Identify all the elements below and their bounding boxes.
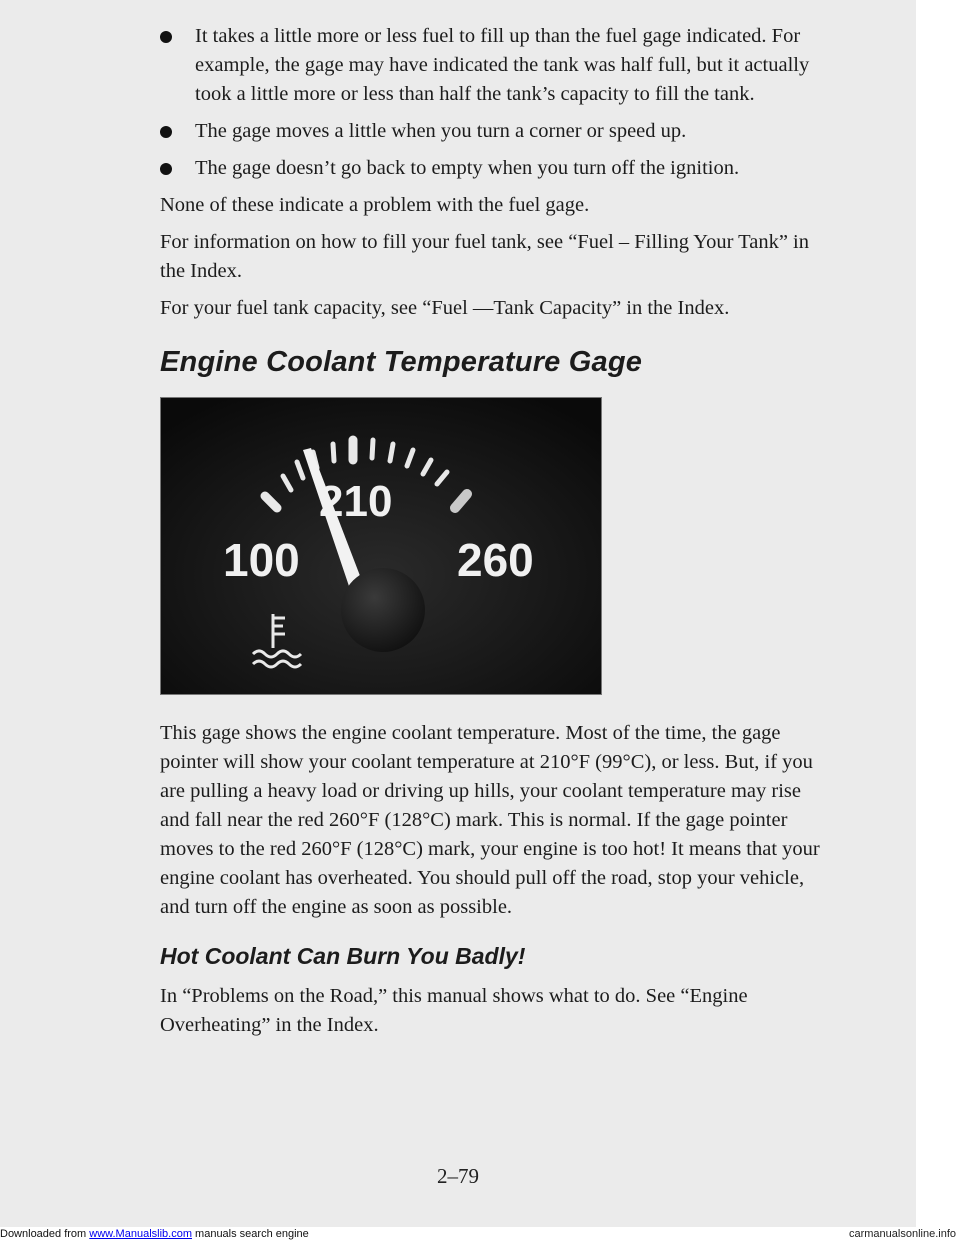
gauge-label-mid: 210: [319, 477, 393, 526]
download-footer: [0, 1227, 960, 1242]
page-number: 2–79: [437, 1164, 479, 1188]
paragraph: In “Problems on the Road,” this manual shows what to do. See “Engine Overheating” in the Index.: [160, 985, 748, 1036]
gauge-label-low: 100: [223, 534, 300, 586]
bullet-dot-icon: [160, 126, 172, 138]
section-heading: Engine Coolant Temperature Gage: [160, 346, 643, 378]
bullet-text: It takes a little more or less fuel to fill up than the fuel gage indicated. For example, the gage may have indicated the tank was half full, but it actually took a little more or less than half the tank’s capacity to fill the tank.: [195, 25, 810, 105]
bullet-text: The gage doesn’t go back to empty when you turn off the ignition.: [195, 157, 740, 179]
footer-suffix: manuals search engine: [191, 1228, 309, 1240]
coolant-gauge-photo: [160, 397, 602, 695]
paragraph: For your fuel tank capacity, see “Fuel —Tank Capacity” in the Index.: [160, 297, 730, 319]
page-margin: [916, 0, 960, 1242]
bullet-dot-icon: [160, 163, 172, 175]
bullet-item: [160, 154, 820, 183]
bullet-dot-icon: [160, 31, 172, 43]
footer-watermark: carmanualsonline.info: [848, 1228, 956, 1240]
gauge-hub: [341, 568, 425, 652]
gauge-label-high: 260: [457, 534, 534, 586]
coolant-gauge-illustration: [161, 398, 601, 694]
page-content: [160, 22, 820, 1048]
paragraph: None of these indicate a problem with the fuel gage.: [160, 194, 590, 216]
bullet-text: The gage moves a little when you turn a corner or speed up.: [195, 120, 687, 142]
paragraph: This gage shows the engine coolant temperature. Most of the time, the gage pointer will show your coolant temperature at 210°F (99°C), or less. But, if you are pulling a heavy load or driving up hills, your coolant temperature may rise and fall near the red 260°F (128°C) mark. This is normal. If the gage pointer moves to the red 260°F (128°C) mark, your engine is too hot! It means that your engine coolant has overheated. You should pull off the road, stop your vehicle, and turn off the engine as soon as possible.: [160, 722, 820, 918]
subsection-heading: Hot Coolant Can Burn You Badly!: [160, 943, 526, 969]
footer-source: [0, 1227, 309, 1242]
paragraph: For information on how to fill your fuel tank, see “Fuel – Filling Your Tank” in the Index.: [160, 231, 810, 282]
bullet-item: [160, 22, 820, 109]
bullet-item: [160, 117, 820, 146]
manualslib-link[interactable]: www.Manualslib.com: [89, 1228, 192, 1240]
footer-prefix: Downloaded from: [0, 1228, 90, 1240]
